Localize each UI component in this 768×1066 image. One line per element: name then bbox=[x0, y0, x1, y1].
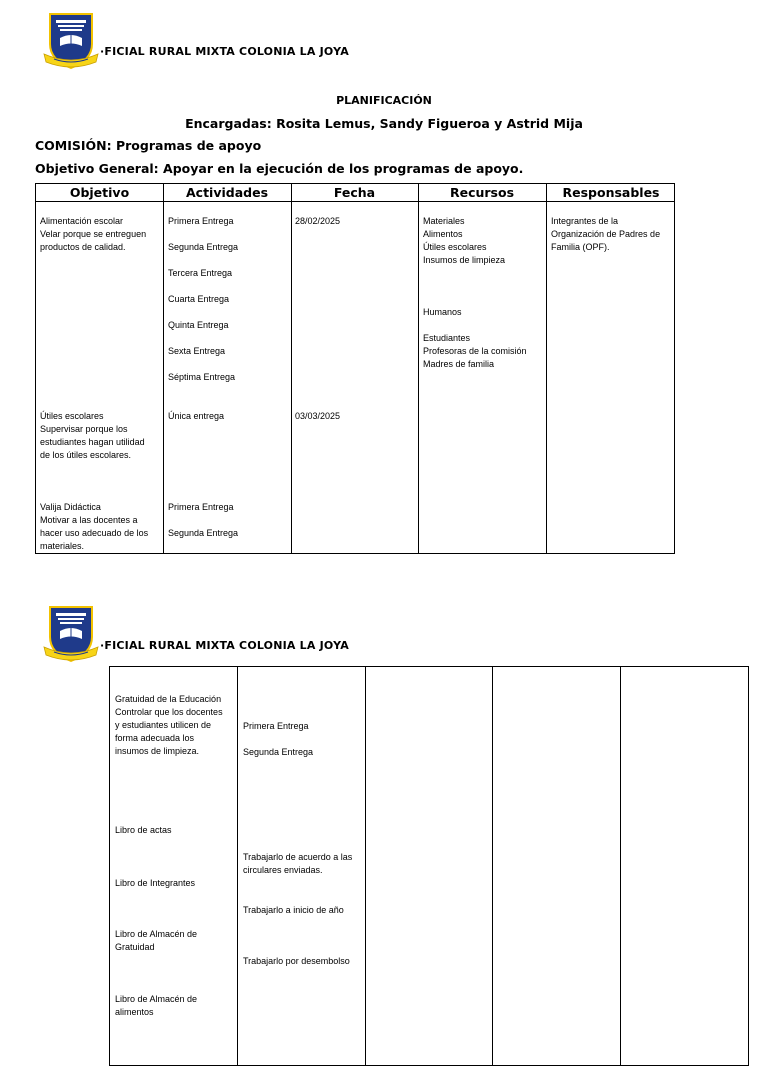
planning-table bbox=[35, 183, 675, 554]
row3-objetivo: Valija Didáctica Motivar a las docentes a hacer uso adecuado de los materiales. bbox=[40, 502, 149, 551]
general-objective: Objetivo General: Apoyar en la ejecución de los programas de apoyo. bbox=[35, 161, 524, 176]
row1-objetivo: Alimentación escolar Velar porque se entreguen productos de calidad. bbox=[40, 216, 147, 252]
school-name: ·FICIAL RURAL MIXTA COLONIA LA JOYA bbox=[100, 45, 349, 58]
document-subtitle: Encargadas: Rosita Lemus, Sandy Figueroa y Astrid Mija bbox=[185, 116, 583, 131]
document-title: PLANIFICACIÓN bbox=[336, 94, 432, 107]
row2-objetivo: Útiles escolares Supervisar porque los estudiantes hagan utilidad de los útiles escolares. bbox=[40, 411, 145, 460]
header-actividades: Actividades bbox=[185, 185, 269, 200]
t2-actividad-desembolso: Trabajarlo por desembolso bbox=[243, 956, 350, 966]
row3-actividades: Primera Entrega Segunda Entrega bbox=[168, 502, 239, 538]
header-fecha: Fecha bbox=[333, 185, 376, 200]
school-crest-logo-2 bbox=[42, 603, 100, 665]
row2-fecha: 03/03/2025 bbox=[295, 411, 341, 421]
header-recursos: Recursos bbox=[449, 185, 515, 200]
t2-libro-almacen-alimentos: Libro de Almacén de alimentos bbox=[115, 994, 198, 1017]
school-name-2: ·FICIAL RURAL MIXTA COLONIA LA JOYA bbox=[100, 639, 349, 652]
school-crest-logo bbox=[42, 10, 100, 72]
t2-libro-actas: Libro de actas bbox=[115, 825, 172, 835]
row1-fecha: 28/02/2025 bbox=[295, 216, 341, 226]
t2-actividad-circulares: Trabajarlo de acuerdo a las circulares enviadas. bbox=[243, 852, 353, 875]
row1-responsables: Integrantes de la Organización de Padres de Familia (OPF). bbox=[551, 216, 661, 252]
t2-row1-actividades: Primera Entrega Segunda Entrega bbox=[243, 721, 314, 757]
header-objetivo: Objetivo bbox=[69, 185, 130, 200]
row1-recursos-materiales: Materiales Alimentos Útiles escolares Insumos de limpieza bbox=[423, 216, 506, 265]
header-responsables: Responsables bbox=[562, 185, 660, 200]
t2-libro-almacen-gratuidad: Libro de Almacén de Gratuidad bbox=[115, 929, 198, 952]
row2-actividades: Única entrega bbox=[168, 411, 225, 421]
row1-recursos-humanos: Humanos Estudiantes Profesoras de la comisión Madres de familia bbox=[423, 307, 527, 369]
row1-actividades: Primera Entrega Segunda Entrega Tercera Entrega Cuarta Entrega Quinta Entrega Sexta Entrega Séptima Entrega bbox=[168, 216, 239, 382]
t2-actividad-inicio: Trabajarlo a inicio de año bbox=[243, 905, 344, 915]
planning-table-continued bbox=[109, 666, 749, 1066]
t2-row1-objetivo: Gratuidad de la Educación Controlar que los docentes y estudiantes utilicen de forma adecuada los insumos de limpieza. bbox=[115, 694, 223, 756]
commission-label: COMISIÓN: Programas de apoyo bbox=[35, 138, 262, 153]
t2-libro-integrantes: Libro de Integrantes bbox=[115, 878, 196, 888]
